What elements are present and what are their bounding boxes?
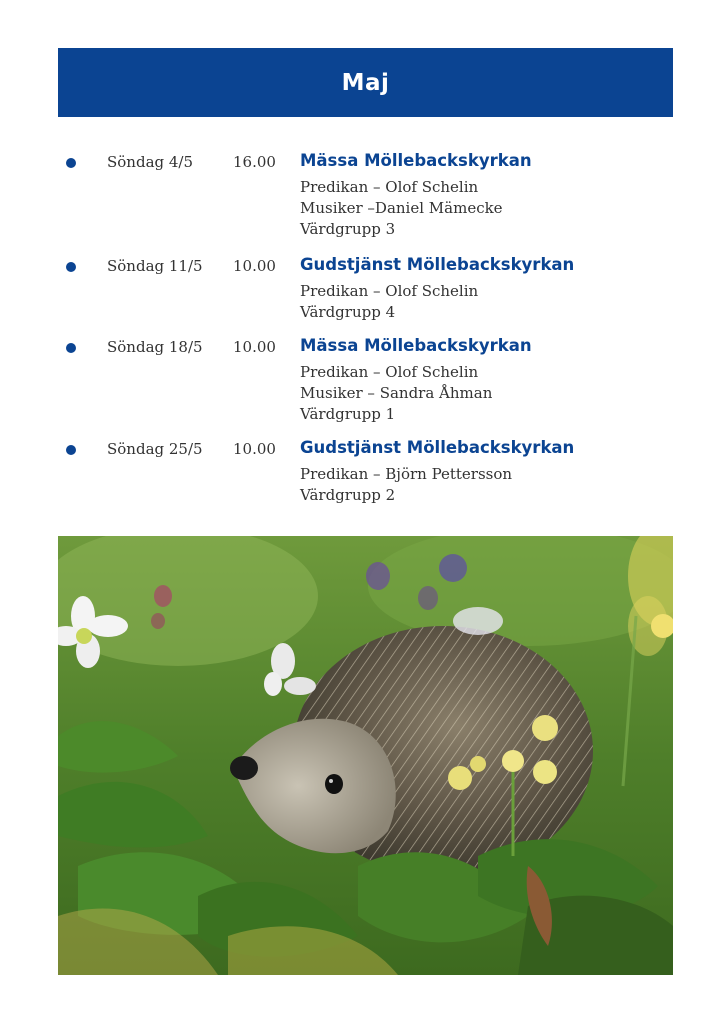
event-details xyxy=(300,362,492,425)
event-time: 10.00 xyxy=(233,338,276,356)
event-detail-line: Värdgrupp 4 xyxy=(300,303,396,321)
event-title: Mässa Möllebackskyrkan xyxy=(300,336,532,355)
event-time: 10.00 xyxy=(233,440,276,458)
event-detail-line: Predikan – Olof Schelin xyxy=(300,178,479,196)
bullet-icon xyxy=(66,262,76,272)
bullet-icon xyxy=(66,158,76,168)
event-time: 10.00 xyxy=(233,257,276,275)
event-detail-line: Värdgrupp 3 xyxy=(300,220,396,238)
event-day: Söndag 25/5 xyxy=(107,440,203,458)
event-day: Söndag 11/5 xyxy=(107,257,203,275)
event-details xyxy=(300,464,512,506)
event-details xyxy=(300,281,478,323)
event-time: 16.00 xyxy=(233,153,276,171)
event-details xyxy=(300,177,503,240)
event-detail-line: Musiker –Daniel Mämecke xyxy=(300,199,503,217)
event-detail-line: Värdgrupp 2 xyxy=(300,486,396,504)
hedgehog-photo xyxy=(58,536,673,975)
event-title: Mässa Möllebackskyrkan xyxy=(300,151,532,170)
event-title: Gudstjänst Möllebackskyrkan xyxy=(300,255,575,274)
bullet-icon xyxy=(66,343,76,353)
month-title: Maj xyxy=(341,69,390,96)
event-detail-line: Predikan – Olof Schelin xyxy=(300,282,479,300)
event-detail-line: Predikan – Björn Pettersson xyxy=(300,465,513,483)
bullet-icon xyxy=(66,445,76,455)
event-day: Söndag 4/5 xyxy=(107,153,194,171)
event-title: Gudstjänst Möllebackskyrkan xyxy=(300,438,575,457)
event-detail-line: Predikan – Olof Schelin xyxy=(300,363,479,381)
event-detail-line: Musiker – Sandra Åhman xyxy=(300,384,493,402)
month-header xyxy=(58,48,673,117)
event-detail-line: Värdgrupp 1 xyxy=(300,405,396,423)
event-day: Söndag 18/5 xyxy=(107,338,203,356)
